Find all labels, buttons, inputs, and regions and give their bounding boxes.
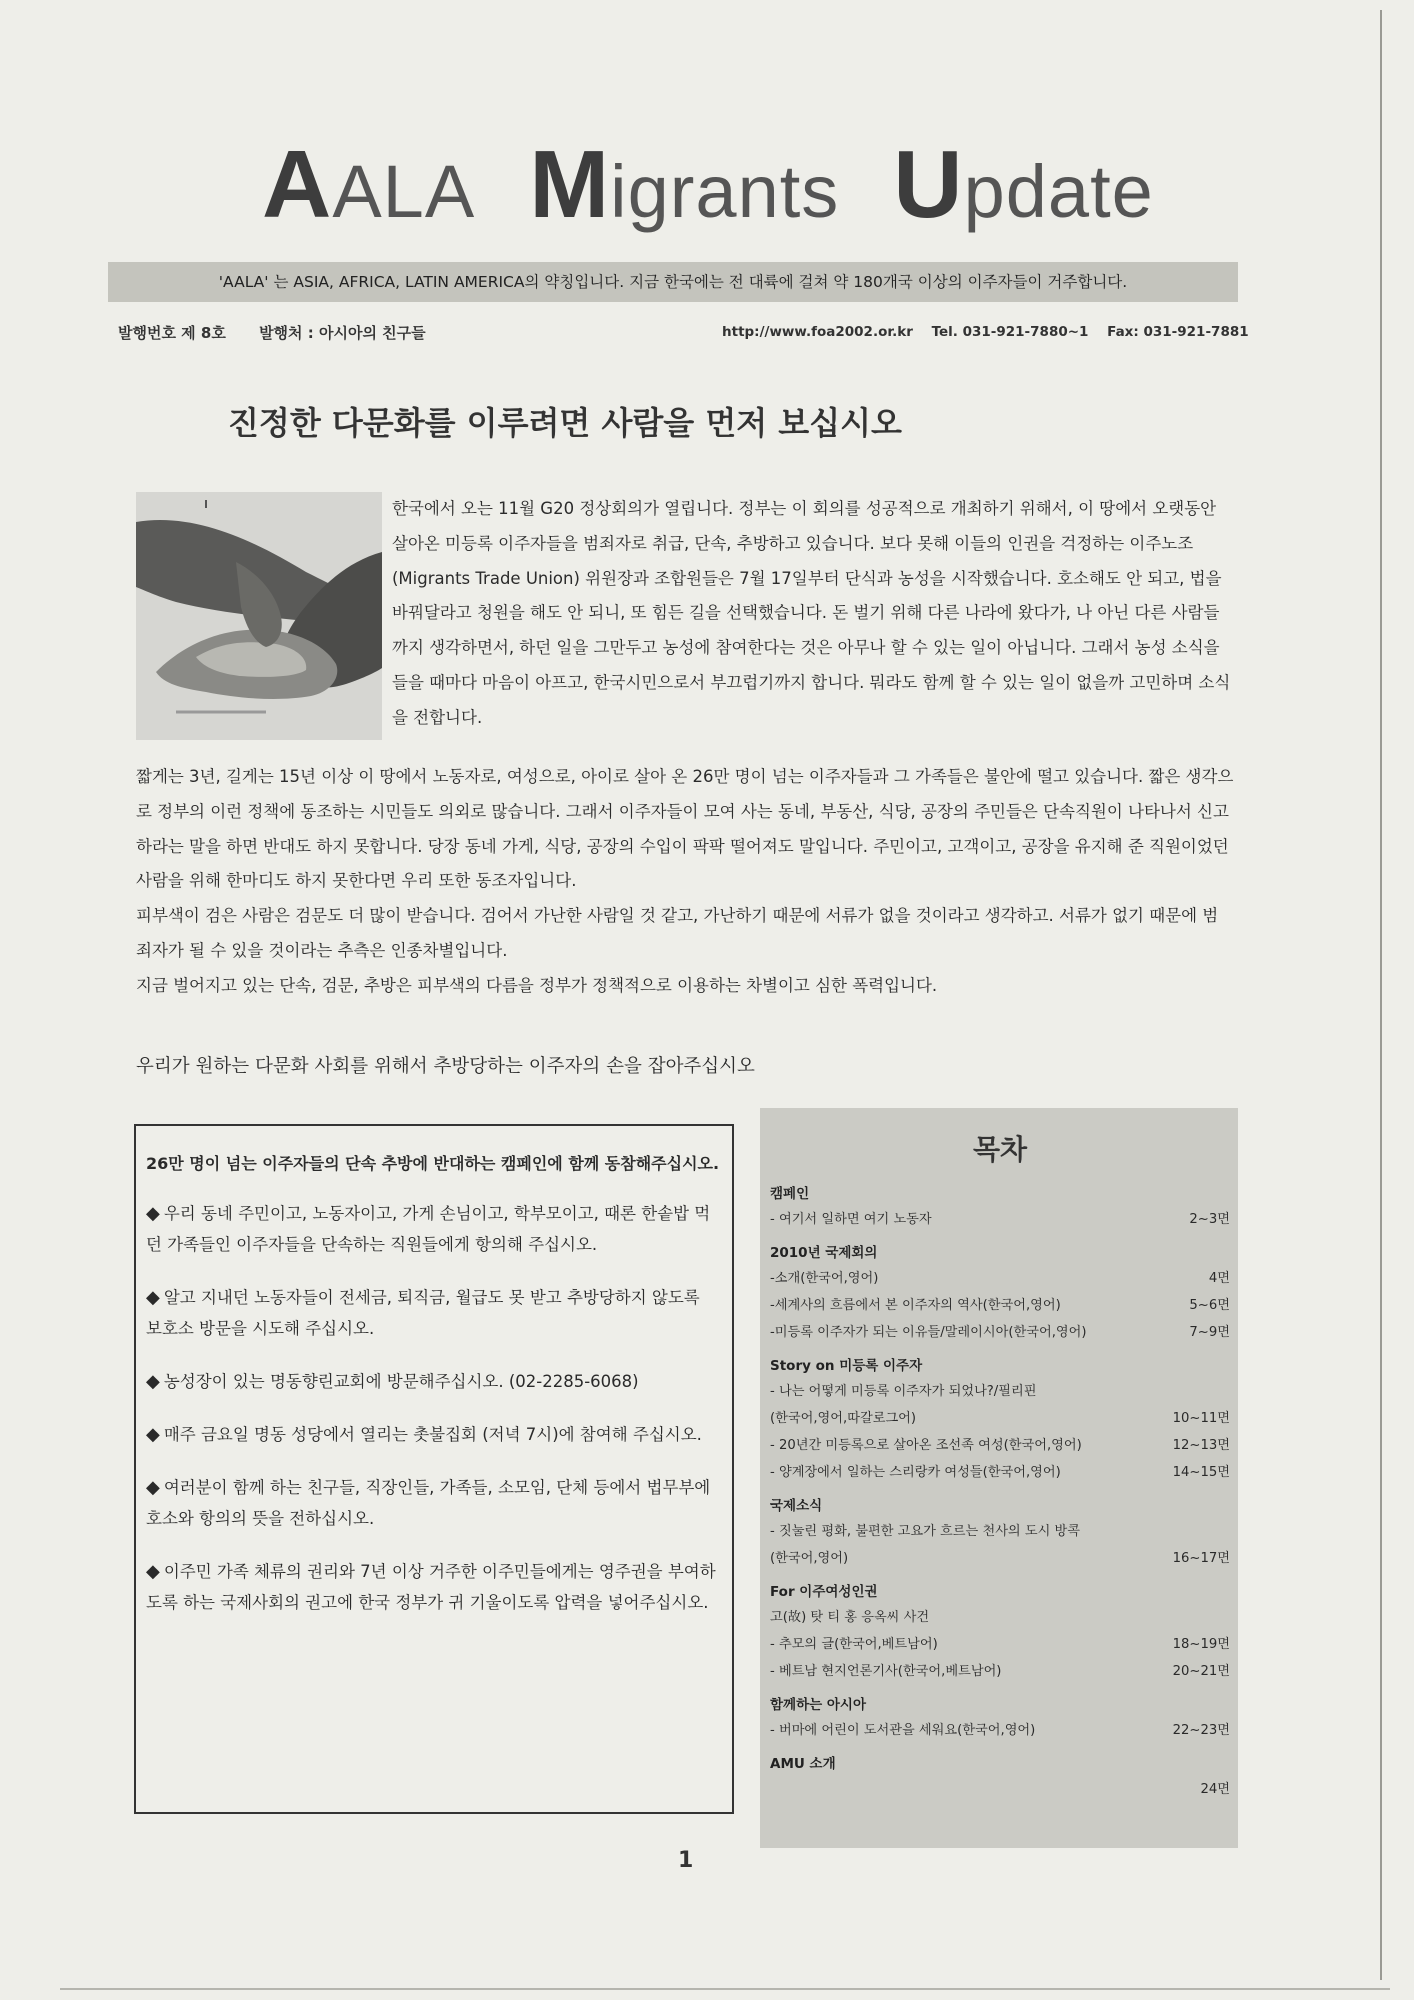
toc-entry-page: 12~13면 xyxy=(1172,1438,1230,1453)
diamond-bullet-icon: ◆ xyxy=(146,1477,160,1498)
toc-entry-label: - 나는 어떻게 미등록 이주자가 되었나?/필리핀 xyxy=(770,1384,1037,1399)
toc-entry-page: 2~3면 xyxy=(1189,1212,1230,1227)
toc-entry-page: 18~19면 xyxy=(1172,1637,1230,1652)
campaign-item: ◆ 매주 금요일 명동 성당에서 열리는 촛불집회 (저녁 7시)에 참여해 주십시오. xyxy=(146,1424,702,1445)
scan-edge-bottom xyxy=(60,1988,1390,1990)
toc-entry-page: 16~17면 xyxy=(1172,1551,1230,1566)
issue-info xyxy=(118,322,454,343)
toc-entry-page: 10~11면 xyxy=(1172,1411,1230,1426)
toc-entry xyxy=(770,1717,1230,1744)
article-intro: 한국에서 오는 11월 G20 정상회의가 열립니다. 정부는 이 회의를 성공적으로 개최하기 위해서, 이 땅에서 오랫동안 살아온 미등록 이주자들을 범죄자로 취급, 단속, 추방하고 있습니다. 보다 못해 이들의 인권을 걱정하는 이주노조(Migrants Trade Union) 위원장과 조합원들은 7월 17일부터 단식과 농성을 시작했습니다. 호소해도 안 되고, 법을 바꿔달라고 청원을 해도 안 되니, 또 힘든 길을 선택했습니다. 돈 벌기 위해 다른 나라에 왔다가, 나 아닌 다른 사람들까지 생각하면서, 하던 일을 그만두고 농성에 참여한다는 것은 아무나 할 수 있는 일이 아닙니다. 그래서 농성 소식을 들을 때마다 마음이 아프고, 한국시민으로서 부끄럽기까지 합니다. 뭐라도 함께 할 수 있는 일이 없을까 고민하며 소식을 전합니다. xyxy=(392,499,1231,727)
toc-entry-page: 22~23면 xyxy=(1172,1723,1230,1738)
diamond-bullet-icon: ◆ xyxy=(146,1424,160,1445)
toc-entry xyxy=(770,1658,1230,1685)
toc-entry-label: - 20년간 미등록으로 살아온 조선족 여성(한국어,영어) xyxy=(770,1438,1082,1453)
toc-entry-label: (한국어,영어,따갈로그어) xyxy=(770,1411,917,1426)
toc-section-heading: Story on 미등록 이주자 xyxy=(770,1358,923,1374)
campaign-item: ◆ 알고 지내던 노동자들이 전세금, 퇴직금, 월급도 못 받고 추방당하지 않도록 보호소 방문을 시도해 주십시오. xyxy=(146,1287,700,1338)
toc-section-heading: For 이주여성인권 xyxy=(770,1584,878,1600)
toc-entry-label: -소개(한국어,영어) xyxy=(770,1271,879,1286)
issue-number: 발행번호 제 8호 xyxy=(118,324,226,342)
callout-appeal: 우리가 원하는 다문화 사회를 위해서 추방당하는 이주자의 손을 잡아주십시오 xyxy=(136,1056,755,1077)
toc-entry-label: - 베트남 현지언론기사(한국어,베트남어) xyxy=(770,1664,1002,1679)
toc-section-heading: 함께하는 아시아 xyxy=(770,1697,866,1713)
toc-entry xyxy=(770,1518,1230,1545)
toc-section-heading: 2010년 국제회의 xyxy=(770,1245,878,1261)
toc-entry xyxy=(770,1292,1230,1319)
toc-entry-label: - 짓눌린 평화, 불편한 고요가 흐르는 천사의 도시 방콕 xyxy=(770,1524,1081,1539)
toc-entry xyxy=(770,1545,1230,1572)
toc-entry-label: - 버마에 어린이 도서관을 세워요(한국어,영어) xyxy=(770,1723,1036,1738)
toc-entry xyxy=(770,1206,1230,1233)
diamond-bullet-icon: ◆ xyxy=(146,1371,160,1392)
diamond-bullet-icon: ◆ xyxy=(146,1561,160,1582)
toc-entry-label: - 여기서 일하면 여기 노동자 xyxy=(770,1212,932,1227)
toc-entry-page: 24면 xyxy=(1200,1782,1230,1797)
campaign-item: ◆ 여러분이 함께 하는 친구들, 직장인들, 가족들, 소모임, 단체 등에서 법무부에 호소와 항의의 뜻을 전하십시오. xyxy=(146,1477,711,1528)
headline: 진정한 다문화를 이루려면 사람을 먼저 보십시오 xyxy=(228,404,902,442)
diamond-bullet-icon: ◆ xyxy=(146,1287,160,1308)
toc-section-heading: AMU 소개 xyxy=(770,1756,836,1772)
article-body: 짧게는 3년, 길게는 15년 이상 이 땅에서 노동자로, 여성으로, 아이로 살아 온 26만 명이 넘는 이주자들과 그 가족들은 불안에 떨고 있습니다. 짧은 생각으로 정부의 이런 정책에 동조하는 시민들도 의외로 많습니다. 그래서 이주자들이 모여 사는 동네, 부동산, 식당, 공장의 주민들은 단속직원이 나타나서 신고하라는 말을 하면 반대도 하지 못합니다. 당장 동네 가게, 식당, 공장의 수입이 팍팍 떨어져도 말입니다. 주민이고, 고객이고, 공장을 유지해 준 직원이었던 사람을 위해 한마디도 하지 못한다면 우리 또한 동조자입니다. 피부색이 검은 사람은 검문도 더 많이 받습니다. 검어서 가난한 사람일 것 같고, 가난하기 때문에 서류가 없을 것이라고 생각하고. 서류가 없기 때문에 범죄자가 될 수 있을 것이라는 추측은 인종차별입니다. 지금 벌어지고 있는 단속, 검문, 추방은 피부색의 다름을 정부가 정책적으로 이용하는 차별이고 심한 폭력입니다. xyxy=(136,767,1234,995)
toc-entry-page: 7~9면 xyxy=(1189,1325,1230,1340)
toc-entry-label: -세계사의 흐름에서 본 이주자의 역사(한국어,영어) xyxy=(770,1298,1061,1313)
toc-entry-page: 4면 xyxy=(1208,1271,1230,1286)
scan-edge-right xyxy=(1380,10,1382,1980)
toc-entry xyxy=(770,1319,1230,1346)
toc-entry-label: - 양계장에서 일하는 스리랑카 여성들(한국어,영어) xyxy=(770,1465,1061,1480)
toc-section-heading: 국제소식 xyxy=(770,1498,823,1514)
publisher: 발행처 : 아시아의 친구들 xyxy=(259,324,426,342)
campaign-intro: 26만 명이 넘는 이주자들의 단속 추방에 반대하는 캠페인에 함께 동참해주십시오. xyxy=(146,1154,720,1173)
clasped-hands-photo xyxy=(136,492,382,740)
page-number: 1 xyxy=(678,1848,694,1873)
toc-entry xyxy=(770,1405,1230,1432)
diamond-bullet-icon: ◆ xyxy=(146,1203,160,1224)
toc-entry xyxy=(770,1378,1230,1405)
toc-entry-page: 20~21면 xyxy=(1172,1664,1230,1679)
website-url: http://www.foa2002.or.kr xyxy=(722,324,913,340)
campaign-box xyxy=(134,1124,734,1814)
telephone: Tel. 031-921-7880~1 xyxy=(931,324,1089,340)
toc-entry xyxy=(770,1604,1230,1631)
campaign-item: ◆ 농성장이 있는 명동향린교회에 방문해주십시오. (02-2285-6068) xyxy=(146,1371,639,1392)
toc-entry xyxy=(770,1776,1230,1803)
toc-entry xyxy=(770,1265,1230,1292)
campaign-item: ◆ 우리 동네 주민이고, 노동자이고, 가게 손님이고, 학부모이고, 때론 한솥밥 먹던 가족들인 이주자들을 단속하는 직원들에게 항의해 주십시오. xyxy=(146,1203,711,1254)
toc-entry xyxy=(770,1631,1230,1658)
toc-title: 목차 xyxy=(972,1133,1028,1166)
table-of-contents xyxy=(760,1108,1238,1848)
toc-entry xyxy=(770,1432,1230,1459)
toc-section-heading: 캠페인 xyxy=(770,1186,810,1202)
toc-entry-label: -미등록 이주자가 되는 이유들/말레이시아(한국어,영어) xyxy=(770,1325,1087,1340)
masthead-title: AALA Migrants Update xyxy=(262,131,1154,238)
fax: Fax: 031-921-7881 xyxy=(1107,324,1249,340)
toc-entry-label: - 추모의 글(한국어,베트남어) xyxy=(770,1637,938,1652)
tagline-band: 'AALA' 는 ASIA, AFRICA, LATIN AMERICA의 약칭입니다. 지금 한국에는 전 대륙에 걸쳐 약 180개국 이상의 이주자들이 거주합니다. xyxy=(108,262,1238,302)
contact-info xyxy=(708,324,1249,340)
toc-entry-page: 5~6면 xyxy=(1189,1298,1230,1313)
toc-entry-label: 고(故) 탓 티 홍 응옥씨 사건 xyxy=(770,1610,930,1625)
campaign-item: ◆ 이주민 가족 체류의 권리와 7년 이상 거주한 이주민들에게는 영주권을 부여하도록 하는 국제사회의 권고에 한국 정부가 귀 기울이도록 압력을 넣어주십시오. xyxy=(146,1561,716,1612)
toc-entry-page: 14~15면 xyxy=(1172,1465,1230,1480)
toc-entry xyxy=(770,1459,1230,1486)
toc-entry-label: (한국어,영어) xyxy=(770,1551,849,1566)
